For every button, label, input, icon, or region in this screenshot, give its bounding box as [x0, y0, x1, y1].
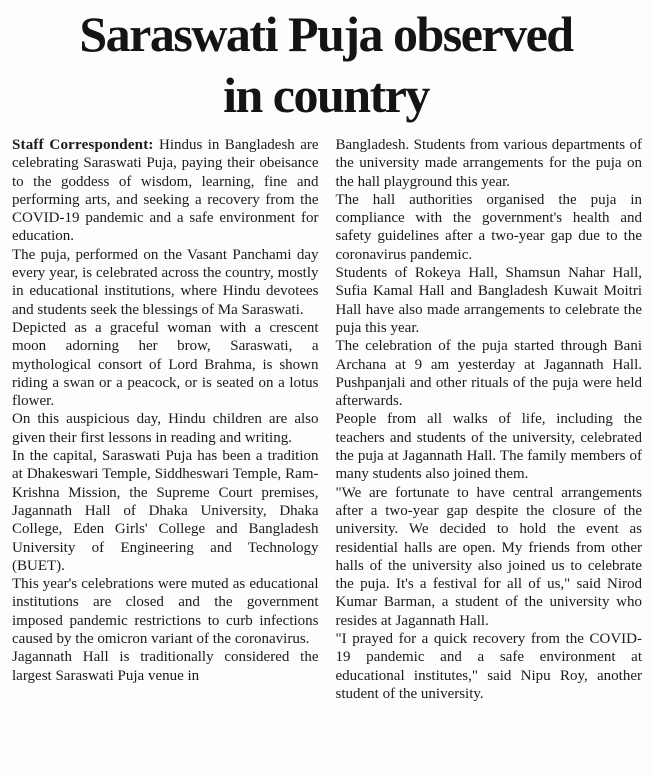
byline-label: Staff Correspondent: [12, 137, 154, 153]
article-paragraph: "I prayed for a quick recovery from the COVID-19 pandemic and a safe environment at educational institutes," said Nipu Roy, another student of the university. [335, 631, 642, 702]
article-paragraph: Depicted as a graceful woman with a crescent moon adorning her brow, Saraswati, a mythological consort of Lord Brahma, is shown riding a swan or a peacock, or is seated on a lotus flower. [12, 319, 319, 410]
article-paragraph: This year's celebrations were muted as educational institutions are closed and the government imposed pandemic restrictions to curb infections caused by the omicron variant of the coronavirus. [12, 576, 319, 648]
article-paragraph: Staff Correspondent: Hindus in Bangladesh are celebrating Saraswati Puja, paying their obeisance to the goddess of wisdom, learning, fine and performing arts, and seeking a recovery from the COVID-19 pandemic and a safe environment for education. [12, 137, 319, 245]
article-paragraph: The hall authorities organised the puja in compliance with the government's health and safety guidelines after a two-year gap due to the coronavirus pandemic. [335, 191, 642, 263]
article-paragraph: People from all walks of life, including the teachers and students of the university, celebrated the puja at Jagannath Hall. The family members of many students also joined them. [335, 411, 642, 483]
article-column-left [12, 136, 319, 703]
article-paragraph: The celebration of the puja started through Bani Archana at 9 am yesterday at Jagannath Hall. Pushpanjali and other rituals of the puja were held afterwards. [335, 338, 642, 410]
article-paragraph: The puja, performed on the Vasant Panchami day every year, is celebrated across the country, mostly in educational institutions, where Hindu devotees and students seek the blessings of Ma Saraswati. [12, 246, 319, 318]
headline-line-2: in country [223, 67, 429, 123]
article-paragraph: Bangladesh. Students from various departments of the university made arrangements for the puja on the hall playground this year. [335, 137, 642, 190]
article-body [0, 126, 652, 703]
article-paragraph: In the capital, Saraswati Puja has been a tradition at Dhakeswari Temple, Siddheswari Temple, Ram-Krishna Mission, the Supreme Court premises, Jagannath Hall of Dhaka University, Dhaka College, Eden Girls' College and Bangladesh University of Engineering and Technology (BUET). [12, 448, 319, 574]
article-paragraph: Jagannath Hall is traditionally considered the largest Saraswati Puja venue in [12, 649, 319, 684]
article-paragraph: On this auspicious day, Hindu children are also given their first lessons in reading and writing. [12, 411, 319, 446]
article-paragraph: Students of Rokeya Hall, Shamsun Nahar Hall, Sufia Kamal Hall and Bangladesh Kuwait Moitri Hall have also made arrangements to celebrate the puja this year. [335, 265, 642, 336]
article-column-right [336, 136, 643, 703]
article-headline [6, 4, 646, 126]
article-paragraph: "We are fortunate to have central arrangements after a two-year gap despite the closure of the university. We decided to hold the event as residential halls are open. My friends from other halls of the university also joined us to celebrate the puja. It's a festival for all of us," said Nirod Kumar Barman, a student of the university who resides at Jagannath Hall. [335, 484, 642, 629]
headline-line-1: Saraswati Puja observed [79, 6, 573, 62]
